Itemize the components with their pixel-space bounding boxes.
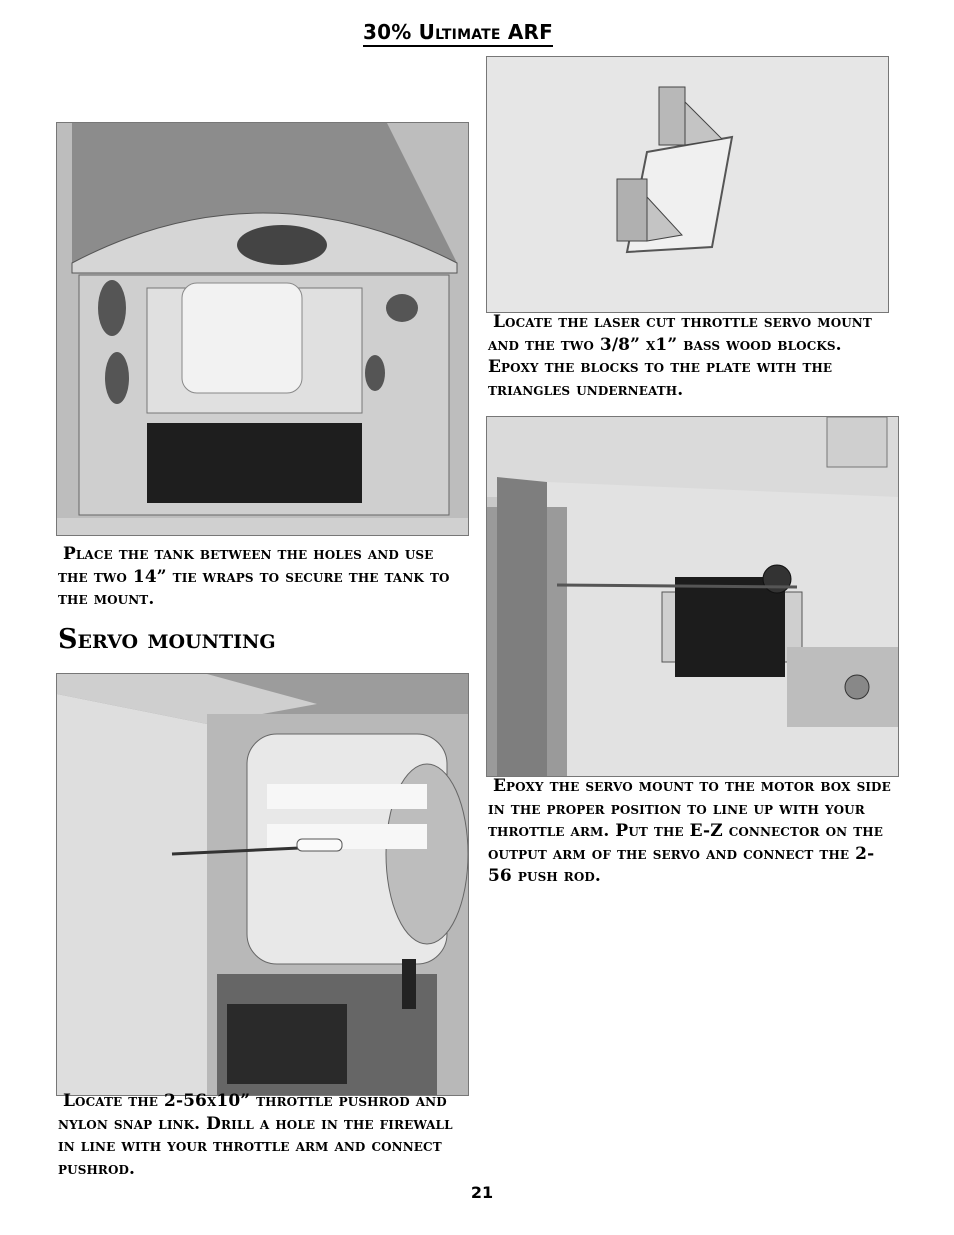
- caption-pushrod: Locate the 2-56x10” throttle pushrod and nylon snap link. Drill a hole in the firewall in line with your throttle arm and connect pushrod.: [58, 1091, 453, 1179]
- header-title: 30% Ultimate ARF: [363, 20, 553, 47]
- page-header: [0, 20, 916, 44]
- photo-fuel-tank-compartment: [56, 122, 469, 536]
- section-title: Servo mounting: [58, 624, 276, 655]
- page-number: 21: [470, 1183, 494, 1202]
- caption-tank: Place the tank between the holes and use the two 14” tie wraps to secure the tank to the mount.: [58, 544, 450, 609]
- caption-servo-mount: Epoxy the servo mount to the motor box side in the proper position to line up with your throttle arm. Put the E-Z connector on the output arm of the servo and connect the 2-56 push rod.: [488, 776, 891, 886]
- photo-throttle-pushrod: [56, 673, 469, 1096]
- caption-blocks: Locate the laser cut throttle servo mount and the two 3/8” x1” bass wood blocks. Epoxy the blocks to the plate with the triangles underneath.: [488, 312, 872, 400]
- photo-servo-on-motor-box: [486, 416, 899, 777]
- photo-servo-plate-blocks: [486, 56, 889, 313]
